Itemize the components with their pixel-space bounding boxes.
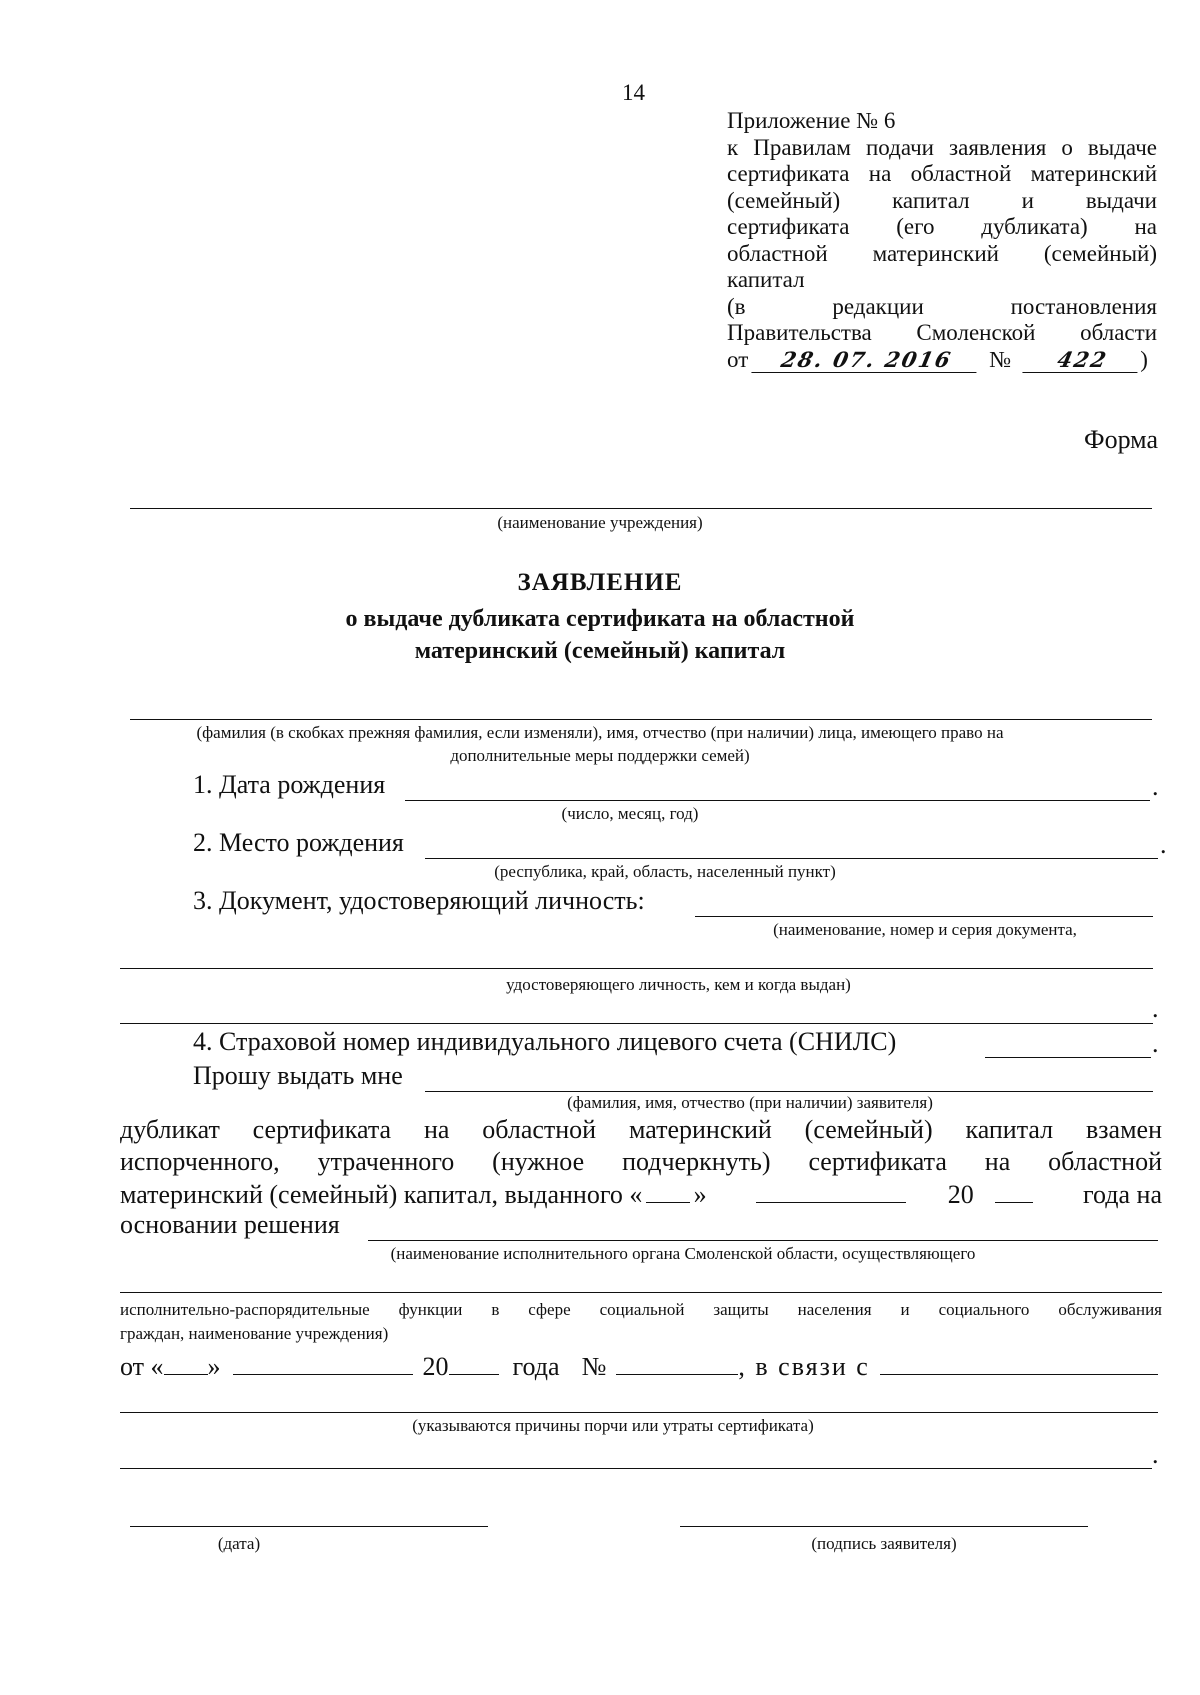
- paragraph-line: испорченного, утраченного (нужное подчеркнуть) сертификата на областной: [120, 1147, 1162, 1176]
- reason-label: , в связи с: [738, 1352, 870, 1381]
- identity-document-field[interactable]: [120, 1023, 1153, 1024]
- organ-caption: исполнительно-распорядительные функции в сфере социальной защиты населения и социального обслуживания: [120, 1300, 1162, 1319]
- reason-caption: (указываются причины порчи или утраты сертификата): [412, 1416, 814, 1435]
- applicant-caption: дополнительные меры поддержки семей): [450, 746, 750, 765]
- request-name-field[interactable]: [425, 1091, 1153, 1092]
- birth-date-field[interactable]: [405, 800, 1150, 801]
- appendix-line: (в редакции постановления: [727, 293, 1157, 319]
- appendix-title: Приложение № 6: [727, 108, 896, 133]
- birth-date-caption: (число, месяц, год): [561, 804, 699, 823]
- organ-caption: граждан, наименование учреждения): [120, 1324, 389, 1343]
- signature-field[interactable]: [680, 1526, 1088, 1527]
- decision-year-label: года: [512, 1352, 560, 1381]
- appendix-line: областной материнский (семейный): [727, 240, 1157, 266]
- form-label: Форма: [1084, 425, 1158, 454]
- handwritten-number: 422: [1023, 348, 1143, 373]
- identity-document-caption: (наименование, номер и серия документа,: [773, 920, 1077, 939]
- organ-caption: (наименование исполнительного органа Смоленской области, осуществляющего: [390, 1244, 976, 1263]
- from-label: от: [727, 346, 749, 372]
- period: .: [1160, 830, 1167, 859]
- decision-label: основании решения: [120, 1210, 340, 1239]
- birth-place-caption: (республика, край, область, населенный пункт): [494, 862, 836, 881]
- reason-field[interactable]: [880, 1350, 1158, 1375]
- document-title: ЗАЯВЛЕНИЕ: [517, 569, 683, 596]
- handwritten-date: 28. 07. 2016: [752, 348, 982, 373]
- decision-number-label: №: [581, 1352, 607, 1381]
- issued-day-field[interactable]: [646, 1178, 690, 1203]
- issued-close-quote: »: [693, 1180, 707, 1209]
- from-close-quote: »: [207, 1352, 221, 1381]
- identity-document-field[interactable]: [120, 968, 1153, 969]
- appendix-line: сертификата на областной материнский: [727, 161, 1157, 186]
- institution-caption: (наименование учреждения): [497, 513, 703, 532]
- identity-document-label: 3. Документ, удостоверяющий личность:: [193, 886, 645, 915]
- request-caption: (фамилия, имя, отчество (при наличии) заявителя): [567, 1093, 933, 1112]
- signature-caption: (подпись заявителя): [811, 1534, 957, 1553]
- applicant-line: [130, 719, 1152, 720]
- reason-field[interactable]: [120, 1468, 1152, 1469]
- decision-number-field[interactable]: [616, 1350, 738, 1375]
- request-label: Прошу выдать мне: [193, 1061, 403, 1090]
- identity-document-caption: удостоверяющего личность, кем и когда выдан): [506, 975, 851, 994]
- decision-day-field[interactable]: [164, 1350, 208, 1375]
- appendix-block: [727, 108, 1157, 373]
- appendix-line: капитал: [727, 267, 805, 292]
- birth-place-label: 2. Место рождения: [193, 828, 404, 857]
- decision-field[interactable]: [368, 1240, 1158, 1241]
- period: .: [1152, 1440, 1159, 1469]
- decision-year-field[interactable]: [449, 1350, 499, 1375]
- snils-label: 4. Страховой номер индивидуального лицевого счета (СНИЛС): [193, 1027, 897, 1056]
- appendix-line: к Правилам подачи заявления о выдаче: [727, 134, 1157, 160]
- page-number: 14: [622, 80, 645, 105]
- document-subtitle: о выдаче дубликата сертификата на областной: [345, 606, 855, 632]
- resolution-row: [727, 347, 1157, 374]
- decision-year-prefix: 20: [422, 1352, 449, 1381]
- issued-year-field[interactable]: [995, 1178, 1033, 1203]
- from-open-label: от «: [120, 1352, 164, 1381]
- birth-date-label: 1. Дата рождения: [193, 770, 386, 799]
- issued-text: материнский (семейный) капитал, выданного «: [120, 1180, 643, 1209]
- institution-line: [130, 508, 1152, 509]
- appendix-line: сертификата (его дубликата) на: [727, 214, 1157, 239]
- date-caption: (дата): [217, 1534, 261, 1553]
- organ-field[interactable]: [120, 1292, 1162, 1293]
- paragraph-line: дубликат сертификата на областной материнский (семейный) капитал взамен: [120, 1115, 1162, 1144]
- period: .: [1152, 1029, 1159, 1058]
- reason-field[interactable]: [120, 1412, 1158, 1413]
- decision-month-field[interactable]: [233, 1350, 413, 1375]
- appendix-line: (семейный) капитал и выдачи: [727, 187, 1157, 213]
- number-label: №: [989, 346, 1012, 372]
- document-subtitle: материнский (семейный) капитал: [414, 638, 786, 664]
- identity-document-field[interactable]: [695, 916, 1153, 917]
- snils-field[interactable]: [985, 1057, 1151, 1058]
- date-field[interactable]: [130, 1526, 488, 1527]
- issued-year-text: года на: [1083, 1180, 1162, 1209]
- period: .: [1152, 994, 1159, 1023]
- period: .: [1152, 772, 1159, 801]
- applicant-caption: (фамилия (в скобках прежняя фамилия, если изменяли), имя, отчество (при наличии) лица, имеющего право на: [196, 723, 1004, 742]
- appendix-line: Правительства Смоленской области: [727, 320, 1157, 345]
- close-paren: ): [1140, 346, 1148, 372]
- birth-place-field[interactable]: [425, 858, 1158, 859]
- issued-year-prefix: 20: [947, 1180, 974, 1209]
- issued-row: [120, 1178, 1162, 1210]
- decision-date-row: [120, 1350, 1158, 1382]
- issued-month-field[interactable]: [756, 1178, 906, 1203]
